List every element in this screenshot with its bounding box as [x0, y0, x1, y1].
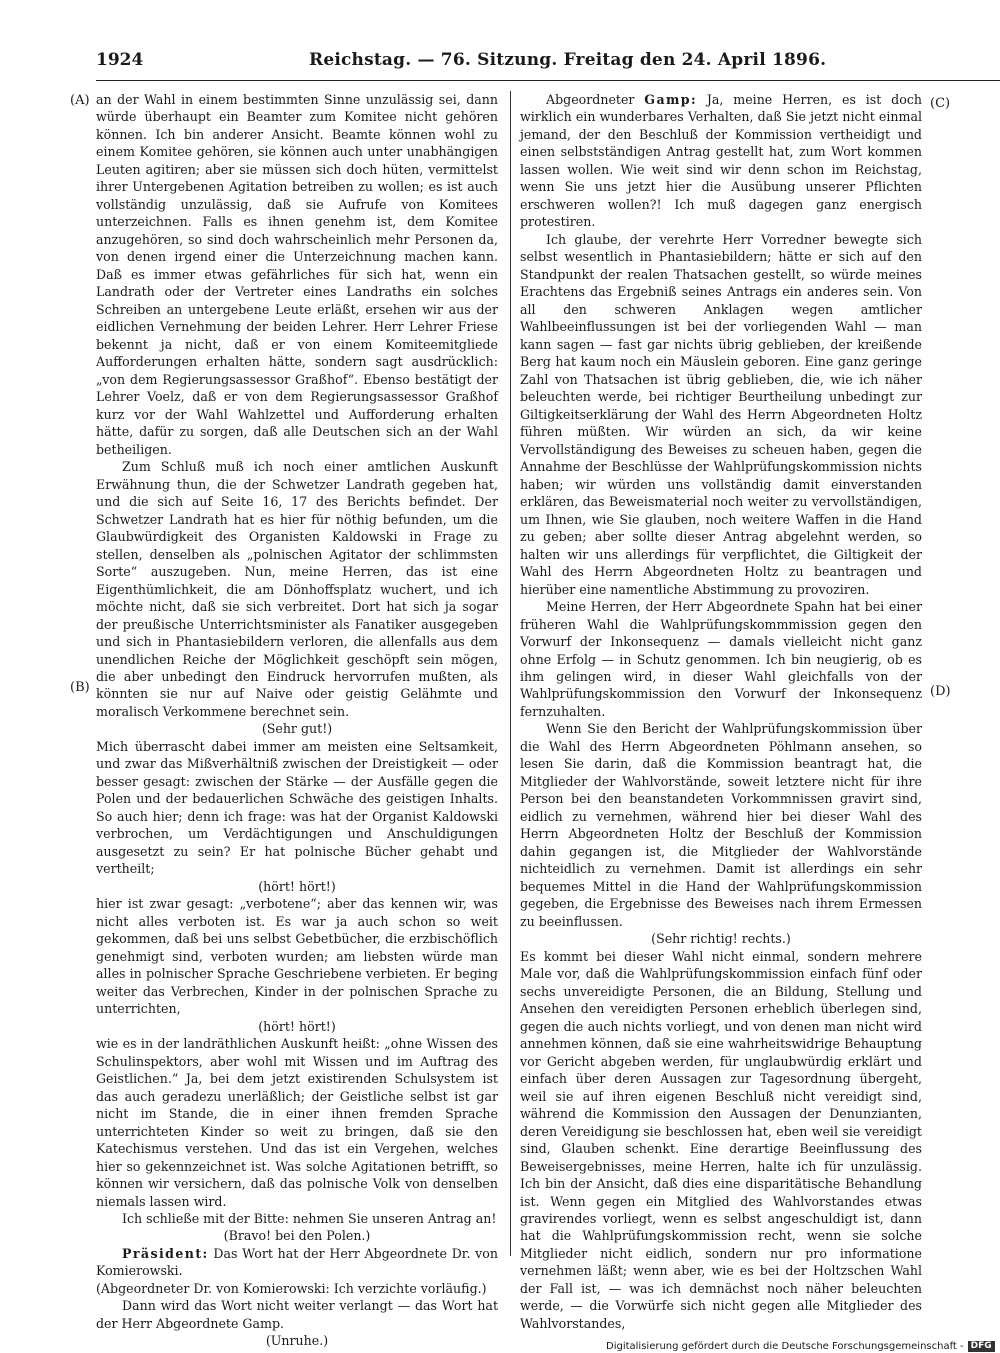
paragraph: Ich glaube, der verehrte Herr Vorredner bewegte sich selbst wesentlich in Phantasiebildern; hätte er sich auf den Standpunkt der realen Thatsachen gestellt, so würde meines Erachtens das Ergebniß seines Antrags ein anderes sein. Von all den schweren Anklagen wegen amtlicher Wahlbeeinflussungen ist bei der vorliegenden Wahl — man kann sagen — fast gar nichts übrig geblieben, der kreißende Berg hat kaum noch ein Mäuslein geboren. Eine ganz geringe Zahl von Thatsachen ist übrig geblieben, die, wie ich näher beleuchten werde, bei richtiger Beurtheilung unbedingt zur Giltigkeitserklärung der Wahl des Herrn Abgeordneten Holtz führen müßten. Wir würden an sich, da wir keine Vervollständigung des Beweises zu scheuen haben, gegen die Annahme der Beschlüsse der Wahlprüfungskommission nichts haben; wir würden uns vollständig damit einverstanden erklären, das Beweismaterial noch weiter zu vervollständigen, um Ihnen, wie Sie glauben, noch weitere Waffen in die Hand zu geben; aber sollte dieser Antrag abgelehnt werden, so halten wir uns allerdings für verpflichtet, die Giltigkeit der Wahl des Herrn Abgeordneten Holtz zu beantragen und hierüber eine namentliche Abstimmung zu provoziren.: [520, 231, 922, 597]
interjection: (hört! hört!): [258, 1018, 336, 1034]
interjection: (hört! hört!): [258, 878, 336, 894]
footer-text: Digitalisierung gefördert durch die Deutsche Forschungsgemeinschaft -: [606, 1341, 964, 1352]
interjection: (Abgeordneter Dr. von Komierowski: Ich verzichte vorläufig.): [96, 1280, 487, 1296]
page-number: 1924: [96, 50, 144, 70]
speaker-paragraph: [520, 91, 922, 231]
margin-mark-a: (A): [70, 93, 90, 108]
interjection: (Unruhe.): [265, 1333, 329, 1349]
column-divider: [510, 91, 511, 1256]
interjection: (Bravo! bei den Polen.): [223, 1228, 371, 1244]
running-head: Reichstag. — 76. Sitzung. Freitag den 24. April 1896.: [309, 50, 827, 70]
paragraph: Dann wird das Wort nicht weiter verlangt — das Wort hat der Herr Abgeordnete Gamp.: [96, 1298, 498, 1331]
paragraph-text: Ja, meine Herren, es ist doch wirklich ein wunderbares Verhalten, daß Sie jetzt nicht einmal jemand, der den Beschluß der Kommission vertheidigt und einen selbstständigen Antrag gestellt hat, zum Wort kommen lassen wollen. Wie weit sind wir denn schon im Reichstag, wenn Sie uns jetzt hier die Ausübung unserer Pflichten erschweren wollen?! Ich muß dagegen ganz energisch protestiren.: [520, 92, 922, 230]
speaker-role: Abgeordneter: [546, 92, 635, 107]
left-column: [96, 91, 498, 1350]
interjection: (Sehr richtig! rechts.): [651, 931, 791, 947]
header-rule: [96, 80, 1000, 81]
paragraph: Wenn Sie den Bericht der Wahlprüfungskommission über die Wahl des Herrn Abgeordneten Pöhlmann ansehen, so lesen Sie darin, daß die Kommission beantragt hat, die Mitglieder der Wahlvorstände, soweit letztere nicht für ihre Person bei den beanstandeten Vorkommnissen gravirt sind, eidlich zu vernehmen, während hier bei dieser Wahl des Herrn Abgeordneten Holtz der Beschluß der Kommission dahin gegangen ist, die Mitglieder der Wahlvorstände nichteidlich zu vernehmen. Damit ist allerdings ein sehr bequemes Mittel in die Hand der Wahlprüfungskommission gegeben, die Ergebnisse des Beweises nach ihrem Ermessen zu beeinflussen.: [520, 721, 922, 929]
dfg-logo: DFG: [968, 1341, 995, 1352]
paragraph: Ich schließe mit der Bitte: nehmen Sie unseren Antrag an!: [122, 1211, 497, 1226]
margin-mark-b: (B): [70, 680, 90, 695]
margin-mark-c: (C): [930, 96, 951, 111]
paragraph: hier ist zwar gesagt: „verbotene“; aber das kennen wir, was nicht alles verboten ist. Es war ja auch schon so weit gekommen, daß bei uns selbst Gebetbücher, die erzbischöflich genehmigt sind, verboten wurden; am liebsten würde man alles in polnischer Sprache Geschriebene verbieten. Er beging weiter das Verbrechen, Kinder in der polnischen Sprache zu unterrichten,: [96, 896, 498, 1017]
margin-mark-d: (D): [930, 684, 951, 699]
right-column: [520, 91, 922, 1332]
paragraph: wie es in der landräthlichen Auskunft heißt: „ohne Wissen des Schulinspektors, aber wohl mit Wissen und im Auftrag des Geistlichen.“ Ja, bei dem jetzt existirenden Schulsystem ist das auch geradezu unerläßlich; der Geistliche selbst ist gar nicht im Stande, die in einer ihnen fremden Sprache unterrichteten Kinder so weit zu bringen, daß sie den Katechismus verstehen. Und das ist ein Vergehen, welches hier so gekennzeichnet ist. Was solche Agitationen betrifft, so können wir versichern, daß das polnische Volk von denselben niemals lassen wird.: [96, 1036, 498, 1209]
speaker-label: Präsident:: [122, 1245, 209, 1261]
page-header: [96, 50, 1000, 76]
paragraph: Es kommt bei dieser Wahl nicht einmal, sondern mehrere Male vor, daß die Wahlprüfungskommission einfach fünf oder sechs unvereidigte Personen, die an Bildung, Stellung und Ansehen den vereidigten Personen erheblich überlegen sind, gegen die auch nichts vorliegt, und von denen man nicht wird annehmen können, daß sie eine wahrheitswidrige Behauptung vor Gericht abgeben werden, für unglaubwürdig erklärt und einfach über deren Aussagen zur Tagesordnung übergeht, weil sie auf ihren eigenen Beschluß nicht vereidigt sind, während die Kommission den Aussagen der Denunzianten, deren Vereidigung sie beschlossen hat, eben weil sie vereidigt sind, Glauben schenkt. Eine derartige Beeinflussung des Beweisergebnisses, meine Herren, halte ich für unzulässig. Ich bin der Ansicht, daß dies eine disparitätische Behandlung ist. Wenn gegen ein Mitglied des Wahlvorstandes etwas gravirendes vorliegt, wenn es selbst angeschuldigt ist, dann hat die Wahlprüfungskommission recht, wenn sie solche Mitglieder nicht eidlich, sondern nur pro informatione vernehmen läßt; wenn aber, wie es bei der Holtzschen Wahl der Fall ist, — was ich demnächst noch näher beleuchten werde, — die Vorwürfe sich nicht gegen alle Mitglieder des Wahlvorstandes,: [520, 948, 922, 1331]
interjection: (Sehr gut!): [261, 721, 333, 737]
paragraph: Meine Herren, der Herr Abgeordnete Spahn hat bei einer früheren Wahl die Wahlprüfungskommmission gegen den Vorwurf der Inkonsequenz — damals vielleicht nicht ganz ohne Erfolg — in Schutz genommen. Ich bin neugierig, ob es ihm gelingen wird, in dieser Wahl gleichfalls von der Wahlprüfungskommission den Vorwurf der Inkonsequenz fernzuhalten.: [520, 599, 922, 719]
paragraph: an der Wahl in einem bestimmten Sinne unzulässig sei, dann würde überhaupt ein Beamter zum Komitee nicht gehören können. Ich bin anderer Ansicht. Beamte können wohl zu einem Komitee gehören, sie können auch unter unabhängigen Leuten agitiren; aber sie müssen sich doch hüten, vermittelst ihrer Untergebenen Agitation betreiben zu wollen; es ist auch vollständig unzulässig, daß sie Aufrufe von Komitees unterzeichnen. Falls es ihnen genehm ist, dem Komitee anzugehören, so sind doch wahrscheinlich mehr Personen da, von denen irgend einer die Unterzeichnung machen kann. Daß es immer etwas gefährliches für sich hat, wenn ein Landrath oder der Vertreter eines Landraths ein solches Schreiben an untergebene Leute erläßt, ersehen wir aus der eidlichen Vernehmung der beiden Lehrer. Herr Lehrer Friese bekennt ja nicht, daß er von einem Komiteemitgliede Aufforderungen erhalten hätte, sondern sagt ausdrücklich: „von dem Regierungsassessor Graßhof“. Ebenso bestätigt der Lehrer Voelz, daß er von dem Regierungsassessor Graßhof kurz vor der Wahl Wahlzettel und Aufforderung erhalten hätte, dafür zu sorgen, daß alle Deutschen sich an der Wahl betheiligen.: [96, 92, 498, 457]
paragraph: Zum Schluß muß ich noch einer amtlichen Auskunft Erwähnung thun, die der Schwetzer Landrath gegeben hat, und die sich auf Seite 16, 17 des Berichts befindet. Der Schwetzer Landrath hat es hier für nöthig befunden, um die Glaubwürdigkeit des Organisten Kaldowski in Frage zu stellen, denselben als „polnischen Agitator der schlimmsten Sorte“ auszugeben. Nun, meine Herren, das ist eine Eigenthümlichkeit, die am Dönhoffsplatz wuchert, und ich möchte nicht, daß sie sich verbreitet. Dort hat sich ja sogar der preußische Unterrichtsminister als Fanatiker ausgegeben und sich in Phantasiebildern verloren, die allenfalls aus dem unendlichen Reiche der Möglichkeit geschöpft sein mögen, die aber unbedingt den Eindruck hervorrufen mußten, als könnten sie nur auf Naive oder geistig Gelähmte und moralisch Verkommene berechnet sein.: [96, 459, 498, 719]
speaker-paragraph: [96, 1245, 498, 1280]
speaker-label: Gamp:: [644, 92, 697, 107]
paragraph-text: Das Wort hat der Herr Abgeordnete Dr. von Komierowski.: [96, 1245, 498, 1279]
paragraph: Mich überrascht dabei immer am meisten eine Seltsamkeit, und zwar das Mißverhältniß zwischen der Dreistigkeit — oder besser gesagt: zwischen der Stärke — der Ausfälle gegen die Polen und der bedauerlichen Schwäche des geistigen Inhalts. So auch hier; denn ich frage: was hat der Organist Kaldowski verbrochen, um Verdächtigungen und Anschuldigungen ausgesetzt zu sein? Er hat polnische Bücher gehabt und vertheilt;: [96, 738, 498, 877]
footer-credit: [606, 1341, 1000, 1353]
